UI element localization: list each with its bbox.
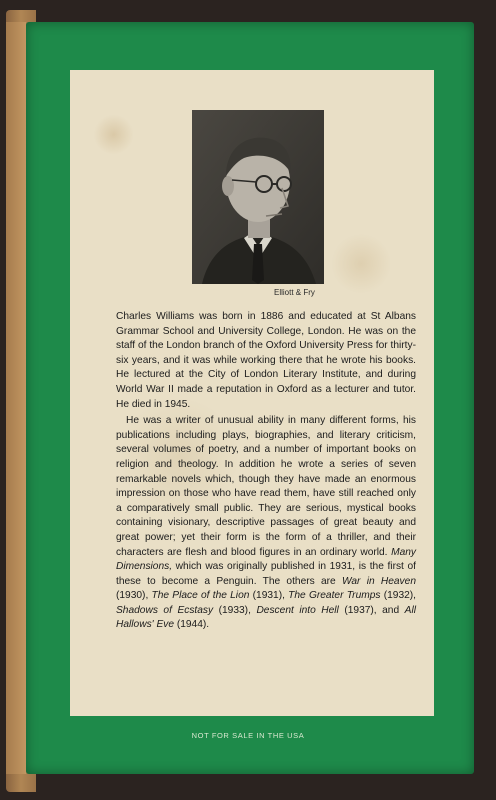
book-title: The Place of the Lion: [151, 590, 250, 602]
bio-text: (1933),: [213, 604, 257, 616]
book-title: All Hallows' Eve: [116, 604, 416, 631]
book-title: Many Dimensions,: [116, 546, 416, 573]
not-for-sale-label: NOT FOR SALE IN THE USA: [191, 731, 305, 740]
portrait-image: [192, 110, 324, 284]
author-portrait: [192, 110, 324, 284]
text-panel: [70, 70, 434, 716]
bio-text: which was originally published in 1931, is the first of these to become a Penguin. The others are: [116, 561, 416, 587]
bio-text: (1930),: [116, 590, 152, 602]
bio-text: (1937), and: [338, 604, 405, 616]
book-title: War in Heaven: [341, 575, 416, 587]
bio-paragraph-1: Charles Williams was born in 1886 and educated at St Albans Grammar School and University College, London. He was on the staff of the London branch of the Oxford University Press for thirty-six years, and it was while working there that he wrote his books. He lectured at the City of London Literary Institute, and during World War II made a reputation in Oxford as a lecturer and tutor. He died in 1945.: [116, 311, 416, 410]
photo-credit: Elliott & Fry: [274, 288, 315, 297]
bio-text: (1932),: [380, 590, 416, 602]
author-biography: [116, 310, 416, 633]
bio-text: (1931),: [249, 590, 289, 602]
book-title: Shadows of Ecstasy: [116, 604, 214, 616]
book-title: The Greater Trumps: [288, 590, 381, 602]
bio-text: (1944).: [174, 619, 210, 631]
bio-text: He was a writer of unusual ability in many different forms, his publications including plays, biographies, and literary criticism, several volumes of poetry, and a number of important books on religion and theology. In addition he wrote a series of seven remarkable novels which, though they have made an enormous impression on those who have read them, have still reached only a comparatively small public. They are serious, mystical books containing visionary, descriptive passages of great beauty and great power; yet their form is the form of a thriller, and their characters are flesh and blood figures in an ordinary world.: [116, 415, 416, 558]
bio-paragraph-2: [116, 414, 416, 633]
book-title: Descent into Hell: [256, 604, 339, 616]
